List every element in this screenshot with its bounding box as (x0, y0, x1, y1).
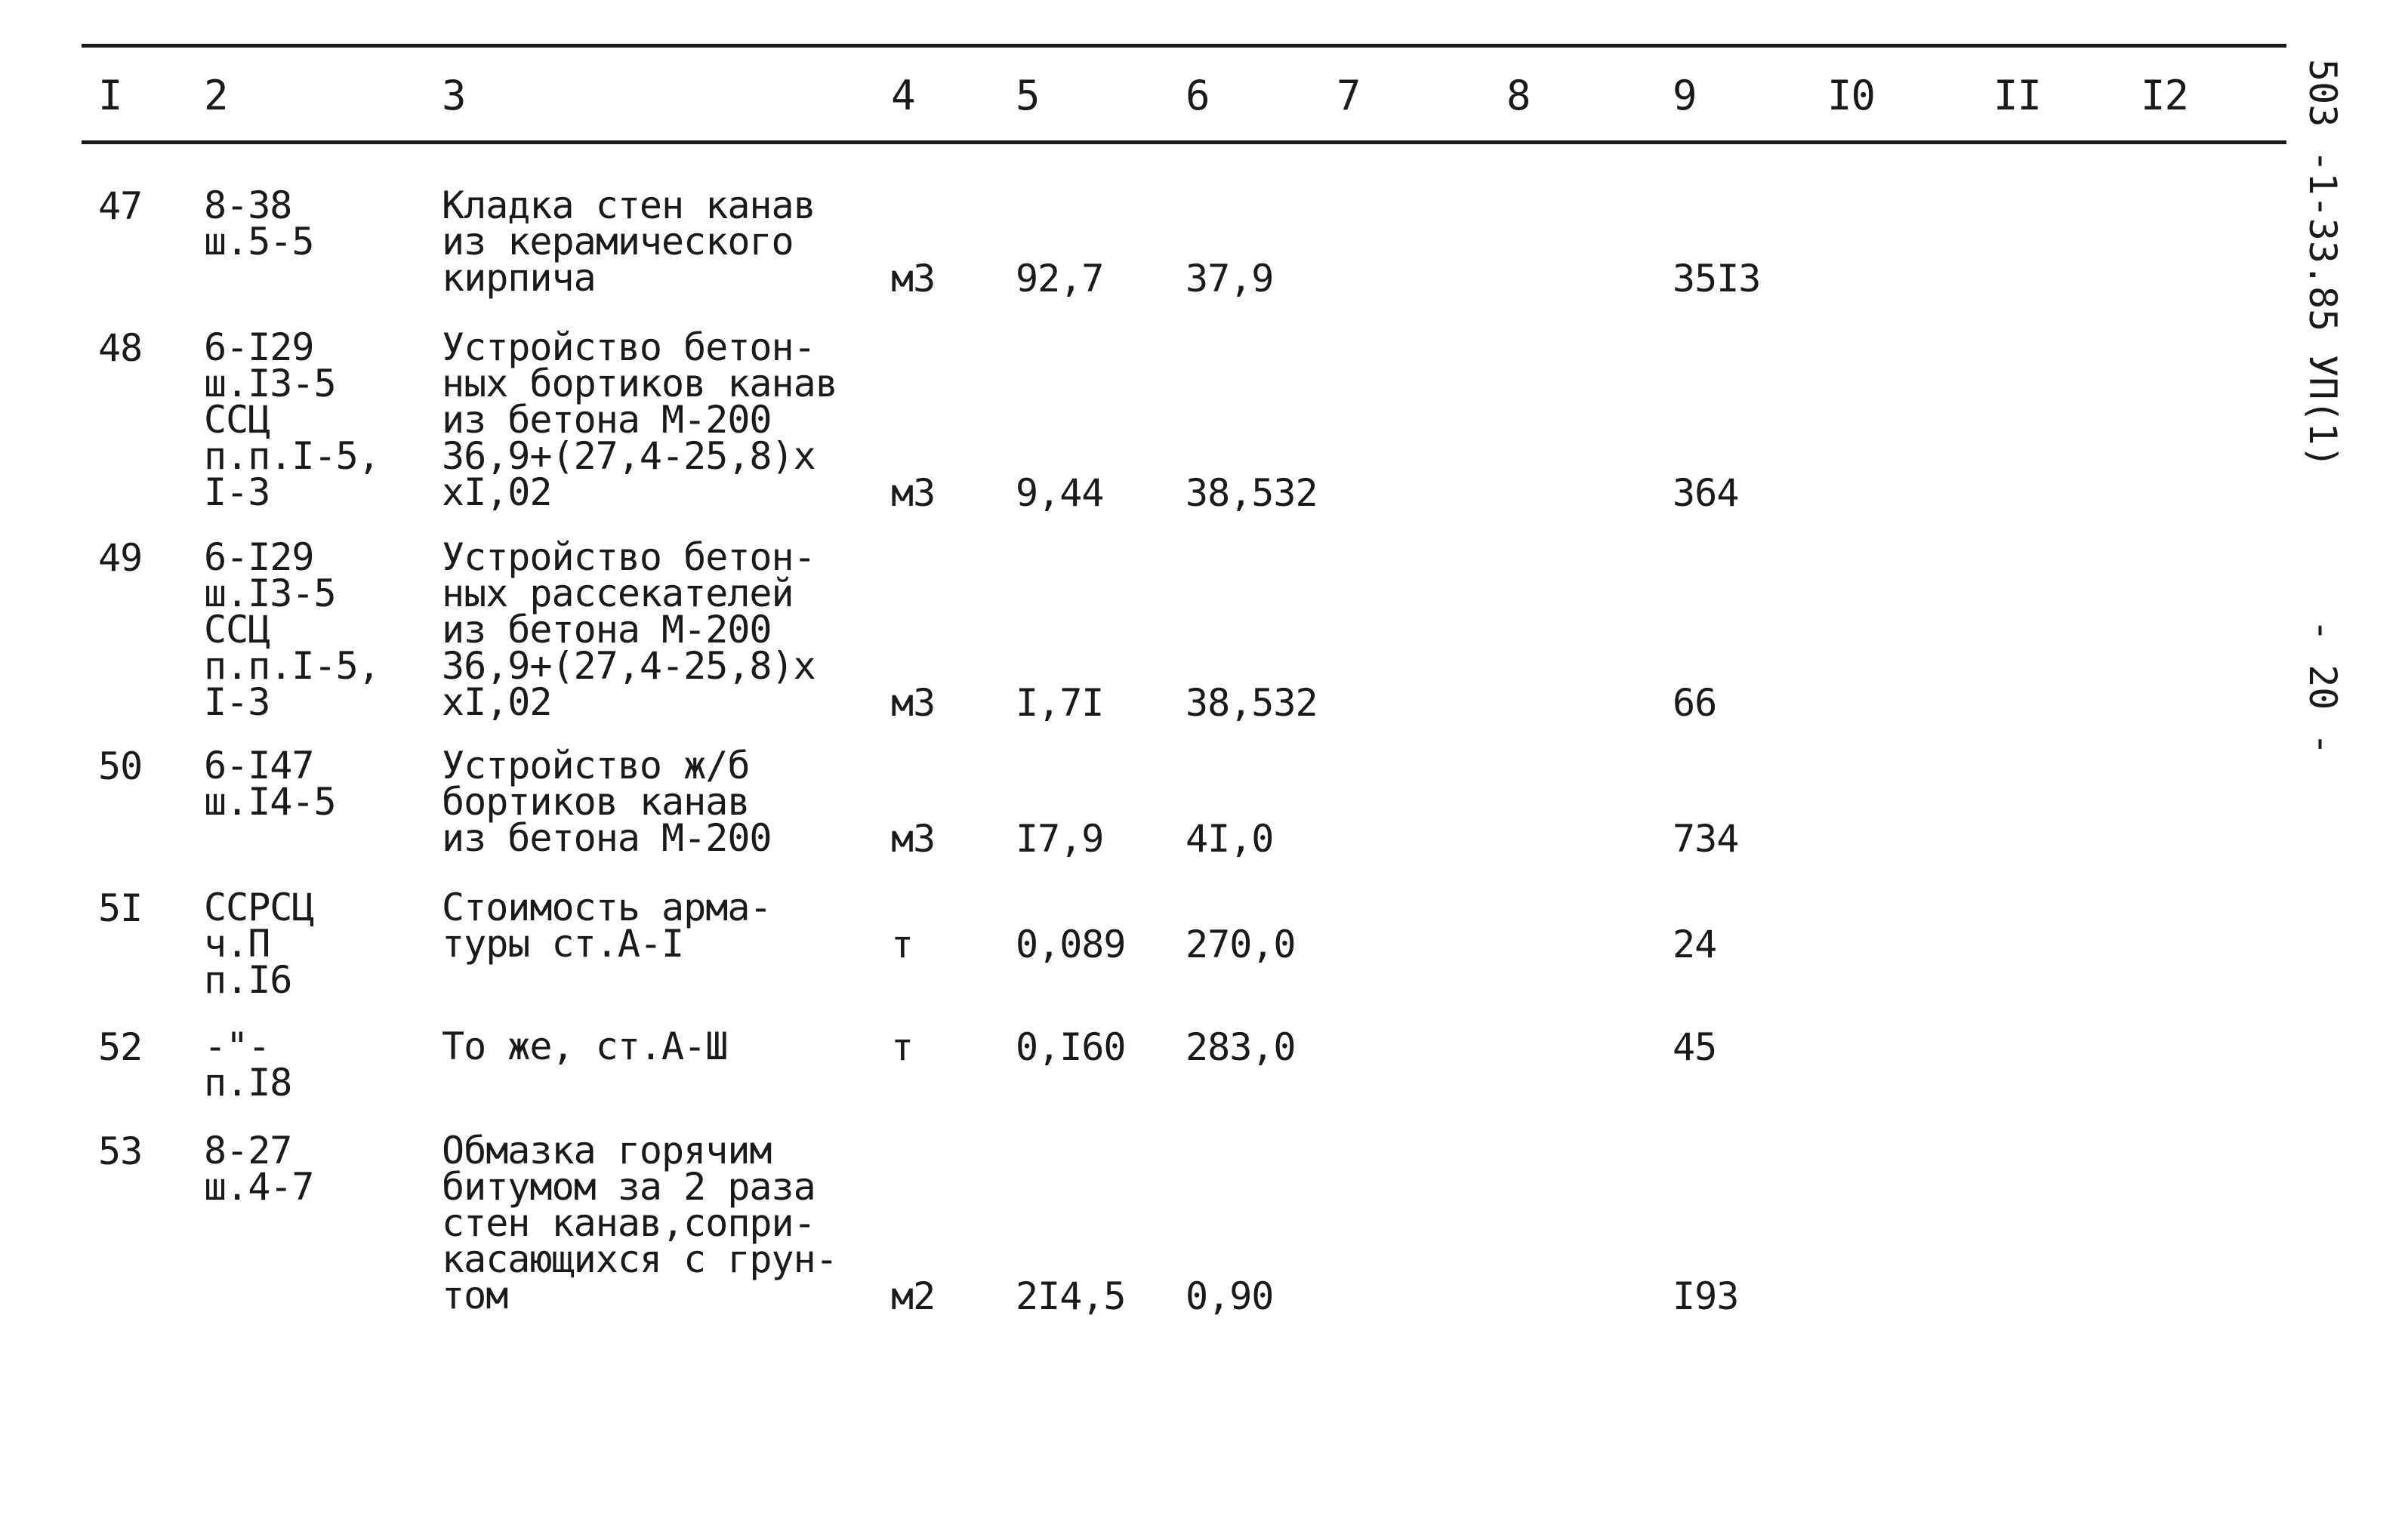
column-header-11: II (1993, 72, 2042, 119)
rate-code: 8-27 ш.4-7 (204, 1129, 314, 1209)
unit-price: 37,9 (1186, 257, 1274, 300)
column-header-6: 6 (1186, 72, 1210, 119)
row-number: 48 (98, 326, 143, 370)
column-header-7: 7 (1337, 72, 1361, 119)
unit: м2 (891, 1274, 936, 1318)
quantity: I,7I (1016, 681, 1104, 725)
unit: т (891, 923, 914, 966)
quantity: 92,7 (1016, 257, 1104, 300)
row-number: 5I (98, 886, 143, 930)
total-cost: 66 (1673, 681, 1717, 725)
unit-price: 38,532 (1186, 471, 1318, 515)
unit-price: 0,90 (1186, 1274, 1274, 1318)
unit-price: 4I,0 (1186, 817, 1274, 861)
unit-price: 283,0 (1186, 1025, 1296, 1069)
rate-code: 6-I29 ш.I3-5 ССЦ п.п.I-5, I-3 (204, 535, 380, 724)
work-description: То же, ст.А-Ш (442, 1025, 728, 1068)
rate-code: 6-I29 ш.I3-5 ССЦ п.п.I-5, I-3 (204, 325, 380, 514)
unit: м3 (891, 817, 936, 861)
total-cost: 364 (1673, 471, 1739, 515)
column-header-4: 4 (891, 72, 915, 119)
row-number: 52 (98, 1025, 143, 1069)
row-number: 49 (98, 536, 143, 580)
rate-code: -"- п.I8 (204, 1025, 292, 1105)
total-cost: 35I3 (1673, 257, 1761, 300)
row-number: 50 (98, 744, 143, 788)
column-header-2: 2 (204, 72, 228, 119)
quantity: 0,089 (1016, 923, 1126, 966)
unit: м3 (891, 471, 936, 515)
column-header-12: I2 (2141, 72, 2189, 119)
work-description: Устройство бетон- ных бортиков канав из бетона М-200 36,9+(27,4-25,8)x xI,02 (442, 325, 837, 514)
work-description: Устройство бетон- ных рассекателей из бетона М-200 36,9+(27,4-25,8)x xI,02 (442, 535, 816, 724)
work-description: Кладка стен канав из керамического кирпича (442, 183, 816, 300)
total-cost: 45 (1673, 1025, 1717, 1069)
column-header-10: I0 (1827, 72, 1876, 119)
work-description: Устройство ж/б бортиков канав из бетона М-200 (442, 744, 772, 860)
unit-price: 38,532 (1186, 681, 1318, 725)
page-number: - 20 - (2301, 619, 2345, 756)
total-cost: 734 (1673, 817, 1739, 861)
document-code: 503 -1-33.85 УП(1) (2301, 59, 2345, 468)
unit: м3 (891, 681, 936, 725)
unit: т (891, 1025, 914, 1069)
column-header-3: 3 (442, 72, 466, 119)
total-cost: 24 (1673, 923, 1717, 966)
column-header-8: 8 (1506, 72, 1531, 119)
quantity: 2I4,5 (1016, 1274, 1126, 1318)
header-rule (82, 140, 2286, 144)
quantity: I7,9 (1016, 817, 1104, 861)
unit-price: 270,0 (1186, 923, 1296, 966)
rate-code: 8-38 ш.5-5 (204, 183, 314, 263)
unit: м3 (891, 257, 936, 300)
quantity: 0,I60 (1016, 1025, 1126, 1069)
work-description: Стоимость арма- туры ст.А-I (442, 886, 772, 966)
row-number: 47 (98, 184, 143, 228)
total-cost: I93 (1673, 1274, 1739, 1318)
rate-code: ССРСЦ ч.П п.I6 (204, 886, 314, 1002)
quantity: 9,44 (1016, 471, 1104, 515)
work-description: Обмазка горячим битумом за 2 раза стен канав,сопри- касающихся с грун- том (442, 1129, 837, 1317)
column-header-1: I (98, 72, 122, 119)
row-number: 53 (98, 1129, 143, 1173)
rate-code: 6-I47 ш.I4-5 (204, 744, 336, 824)
column-header-5: 5 (1016, 72, 1040, 119)
top-rule (82, 44, 2286, 48)
column-header-9: 9 (1673, 72, 1697, 119)
